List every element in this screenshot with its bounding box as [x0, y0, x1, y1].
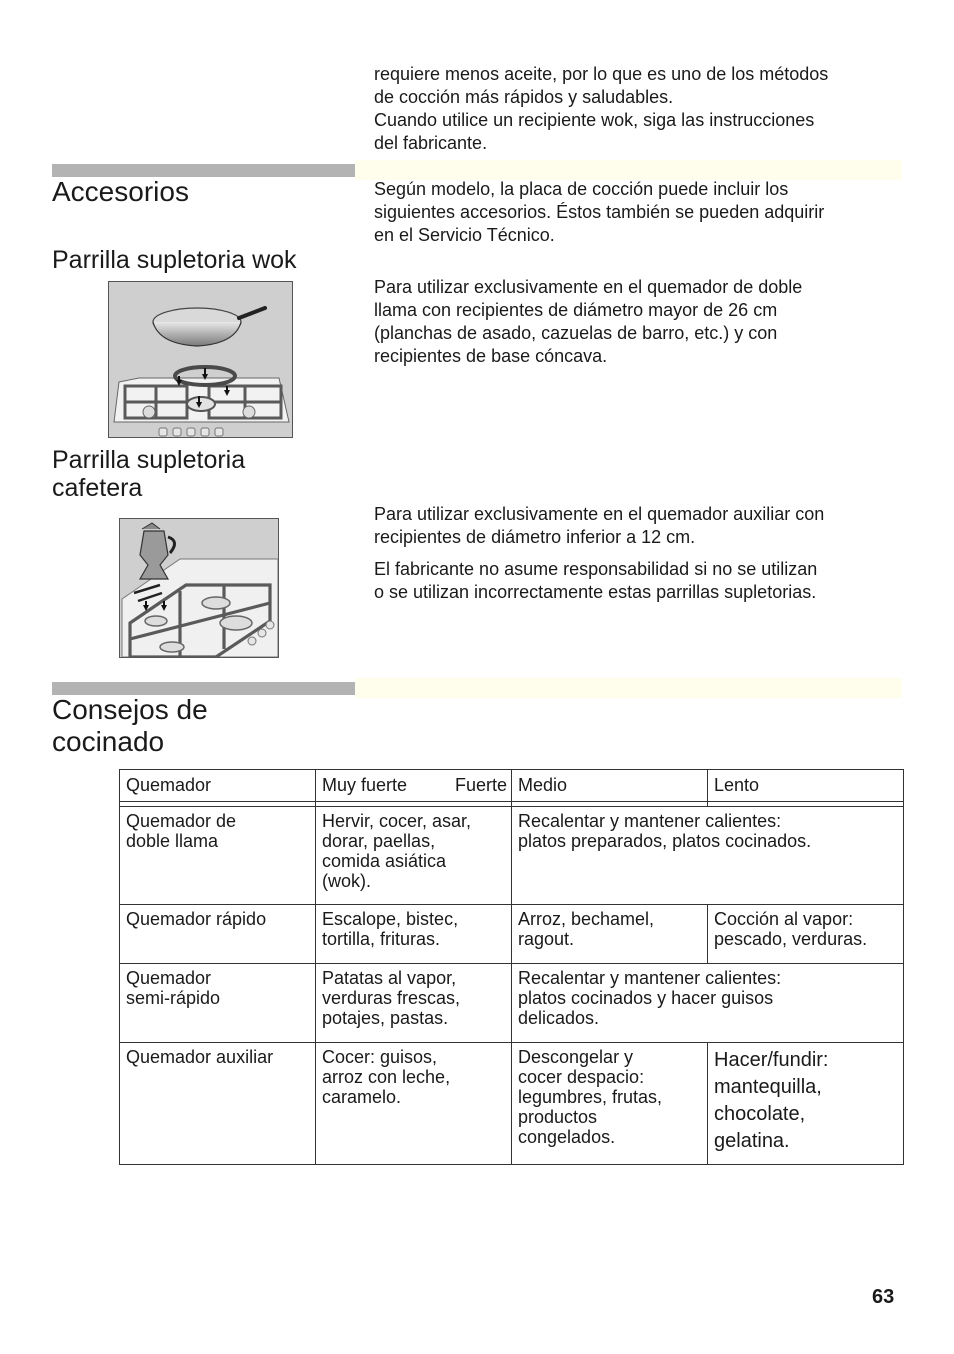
cell-line: Quemador rápido [126, 909, 267, 929]
cell-line: dorar, paellas, [322, 831, 436, 851]
table-row [120, 964, 904, 1043]
burner-cell [120, 905, 316, 964]
section-bar-highlight [355, 160, 902, 180]
cell-line: gelatina. [714, 1130, 790, 1152]
cell-line: Patatas al vapor, [322, 968, 457, 988]
text-line: llama con recipientes de diámetro mayor de 26 cm [374, 300, 778, 320]
header-label: Fuerte [454, 775, 507, 795]
cell-line: tortilla, frituras. [322, 929, 441, 949]
section-heading-consejos [52, 694, 208, 758]
cell-line: Recalentar y mantener calientes: [518, 968, 782, 988]
cell-line: Cocer: guisos, [322, 1047, 438, 1067]
cell-line: platos preparados, platos cocinados. [518, 831, 812, 851]
cell-line: pescado, verduras. [714, 929, 868, 949]
burner-cell [120, 964, 316, 1043]
cell-line: Recalentar y mantener calientes: [518, 811, 782, 831]
text-line: recipientes de diámetro inferior a 12 cm. [374, 527, 696, 547]
text-line: Para utilizar exclusivamente en el quemador auxiliar con [374, 504, 825, 524]
cell-line: caramelo. [322, 1087, 402, 1107]
cell-line: chocolate, [714, 1103, 806, 1125]
cell-line: mantequilla, [714, 1076, 822, 1098]
cell-line: doble llama [126, 831, 219, 851]
low-cell [708, 905, 904, 964]
cafetera-description [374, 503, 914, 549]
intro-line: de cocción más rápidos y saludables. [374, 87, 674, 107]
cell-line: Quemador de [126, 811, 237, 831]
text-line: Para utilizar exclusivamente en el quemador de doble [374, 277, 803, 297]
burner-cell [120, 1043, 316, 1165]
cell-line: congelados. [518, 1127, 616, 1147]
header-cell: Medio [512, 770, 708, 802]
subheading-cafetera [52, 446, 245, 502]
section-heading-accesorios: Accesorios [52, 176, 189, 207]
cell-line: Quemador [126, 968, 212, 988]
responsibility-note [374, 558, 914, 604]
subheading-wok: Parrilla supletoria wok [52, 246, 297, 274]
cell-line: platos cocinados y hacer guisos [518, 988, 774, 1008]
cell-line: delicados. [518, 1008, 600, 1028]
cell-line: semi-rápido [126, 988, 221, 1008]
page-number: 63 [872, 1286, 895, 1308]
intro-paragraph [374, 63, 914, 155]
intro-line: requiere menos aceite, por lo que es uno de los métodos [374, 64, 829, 84]
cooking-table [119, 769, 904, 1165]
cell-line: (wok). [322, 871, 371, 891]
cell-line: Arroz, bechamel, [518, 909, 655, 929]
cell-line: legumbres, frutas, [518, 1087, 663, 1107]
cell-line: verduras frescas, [322, 988, 461, 1008]
cell-line: cocer despacio: [518, 1067, 645, 1087]
text-line: recipientes de base cóncava. [374, 346, 608, 366]
text-line: (planchas de asado, cazuelas de barro, etc.) y con [374, 323, 778, 343]
text-line: Según modelo, la placa de cocción puede incluir los [374, 179, 789, 199]
cell-line: ragout. [518, 929, 575, 949]
header-cell [316, 770, 512, 802]
strong-cell [316, 1043, 512, 1165]
burner-cell [120, 807, 316, 905]
cell-line: productos [518, 1107, 598, 1127]
header-cell: Lento [708, 770, 904, 802]
wok-description [374, 276, 914, 368]
low-cell [708, 1043, 904, 1165]
heading-line: cafetera [52, 474, 143, 502]
cell-line: Cocción al vapor: [714, 909, 854, 929]
cell-line: Hacer/fundir: [714, 1049, 829, 1071]
section-bar-highlight [355, 678, 902, 698]
cell-line: Quemador auxiliar [126, 1047, 274, 1067]
medium-low-cell [512, 964, 904, 1043]
header-cell: Quemador [120, 770, 316, 802]
heading-line: cocinado [52, 726, 165, 757]
medium-low-cell [512, 807, 904, 905]
heading-line: Consejos de [52, 694, 208, 725]
strong-cell [316, 905, 512, 964]
strong-cell [316, 964, 512, 1043]
intro-line: Cuando utilice un recipiente wok, siga las instrucciones [374, 110, 815, 130]
table-row [120, 905, 904, 964]
cell-line: Descongelar y [518, 1047, 634, 1067]
table-row [120, 1043, 904, 1165]
cell-line: Hervir, cocer, asar, [322, 811, 472, 831]
wok-grate-illustration [108, 281, 293, 438]
header-label: Muy fuerte [322, 775, 408, 795]
accesorios-intro [374, 178, 914, 247]
text-line: El fabricante no asume responsabilidad si no se utilizan [374, 559, 818, 579]
table-row [120, 807, 904, 905]
text-line: en el Servicio Técnico. [374, 225, 555, 245]
medium-cell [512, 905, 708, 964]
cell-line: arroz con leche, [322, 1067, 451, 1087]
cafetera-grate-illustration [119, 518, 279, 658]
cell-line: potajes, pastas. [322, 1008, 449, 1028]
cell-line: comida asiática [322, 851, 447, 871]
cell-line: Escalope, bistec, [322, 909, 459, 929]
text-line: siguientes accesorios. Éstos también se pueden adquirir [374, 202, 825, 222]
intro-line: del fabricante. [374, 133, 488, 153]
text-line: o se utilizan incorrectamente estas parrillas supletorias. [374, 582, 817, 602]
medium-cell [512, 1043, 708, 1165]
heading-line: Parrilla supletoria [52, 446, 246, 474]
strong-cell [316, 807, 512, 905]
table-header-row [120, 770, 904, 802]
